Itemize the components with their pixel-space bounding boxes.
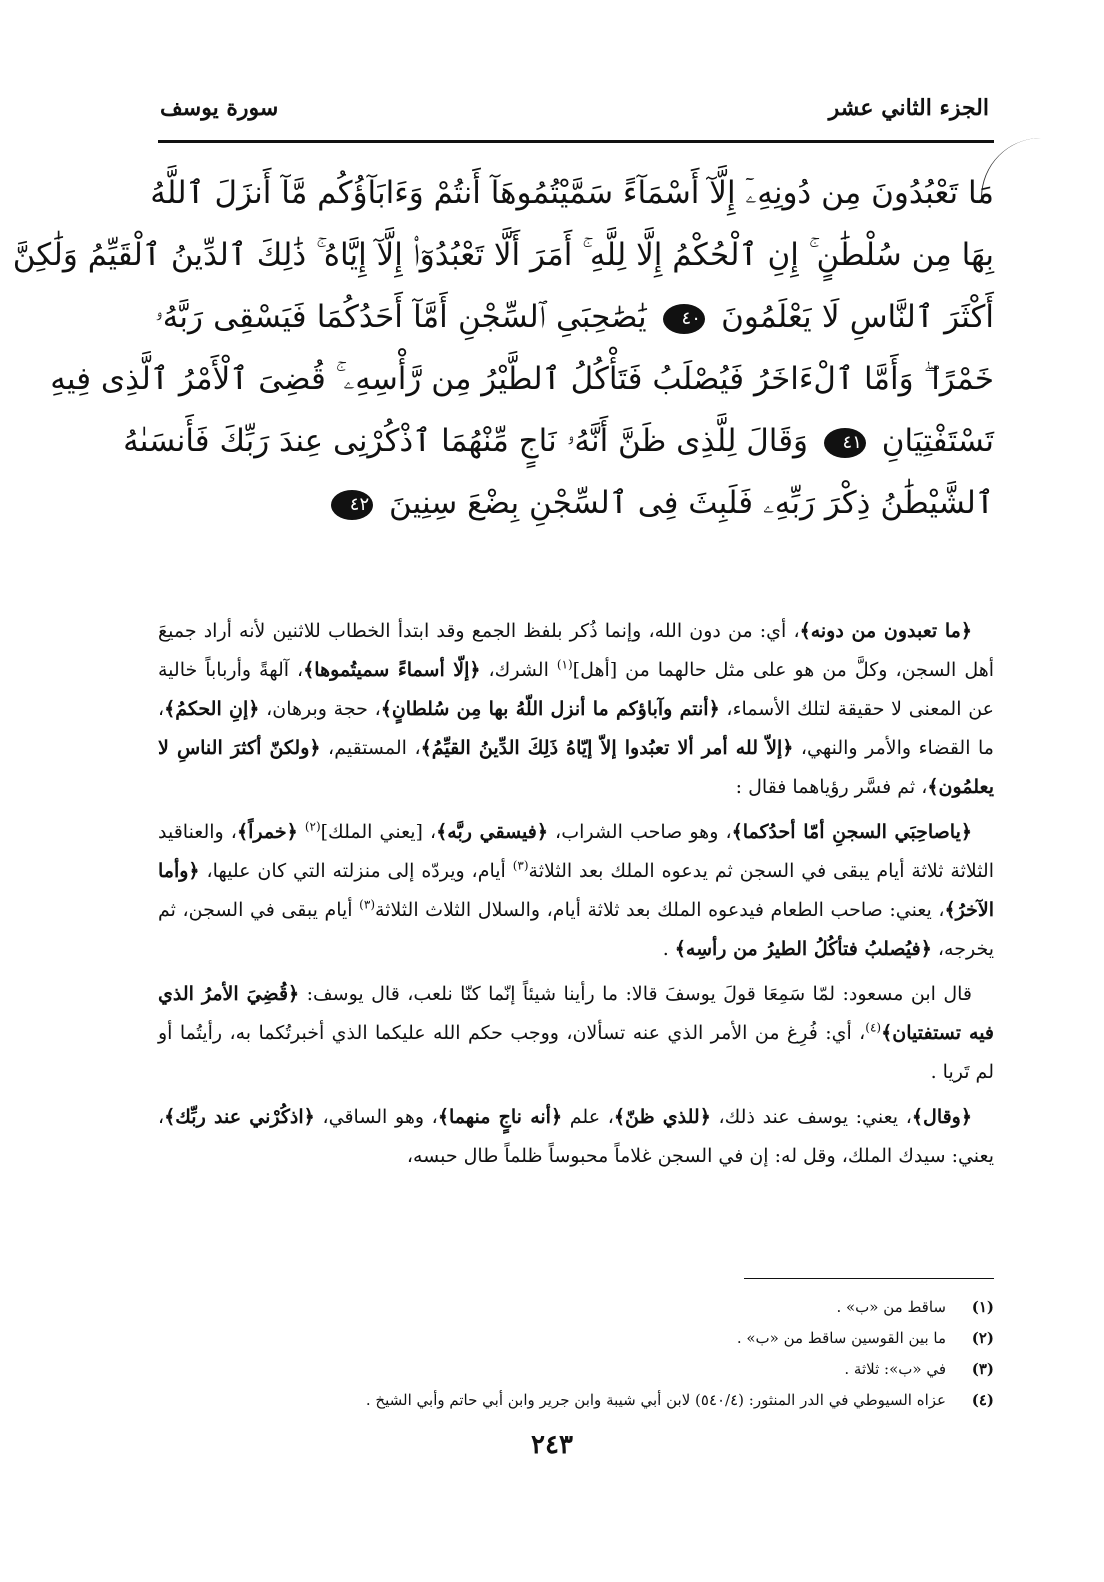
quoted-verse: ﴿خمراً﴾ [236,821,298,843]
commentary-text: ، آلهةً وأرباباً خالية عن المعنى لا حقيقة لتلك الأسماء، [158,659,994,720]
footnote-ref: (٣) [512,858,529,873]
quoted-verse: ﴿إلّا أسماءً سميتُموها﴾ [303,659,481,681]
footnote-item [158,1385,994,1416]
commentary-text: ، المستقيم، [320,737,421,759]
quoted-verse: ﴿فيسقي ربَّه﴾ [436,821,548,843]
commentary-text: أيام، ويردّه إلى منزلته التي كان عليها، [199,860,513,882]
quran-text-block [12,162,994,534]
quran-segment: تَسْتَفْتِيَانِ [881,423,994,459]
quoted-verse: ﴿اذكُرْني عند ربِّك﴾ [164,1106,315,1128]
commentary-text: ، ثم فسَّر رؤياهما فقال : [735,776,928,798]
footnote-ref: (٢) [304,819,321,834]
quoted-verse: ﴿وقال﴾ [911,1106,972,1128]
commentary-text [298,821,305,843]
quran-line: خَمْرًا ۖ وَأَمَّا ٱلْءَاخَرُ فَيُصْلَبُ فَتَأْكُلُ ٱلطَّيْرُ مِن رَّأْسِهِۦ ۚ قُضِىَ ٱلْأَمْرُ ٱلَّذِى فِيهِ [50,361,994,397]
commentary-text: ، وهو الساقي، [314,1106,438,1128]
quoted-verse: ﴿وأما الآخرُ﴾ [158,860,994,921]
surah-title: سورة يوسف [160,95,279,121]
commentary-paragraph [158,975,994,1092]
commentary-text: ، يعني: سيدك الملك، وقل له: إن في السجن غلاماً محبوساً ظلماً طال حبسه، [158,1106,994,1167]
quran-line [155,472,994,534]
footnote-text: في «ب»: ثلاثة . [844,1360,946,1378]
footnote-number: (٤) [971,1391,994,1409]
commentary-text: قال ابن مسعود: لمّا سَمِعَا قولَ يوسفَ قالا: ما رأينا شيئاً إنّما كنّا نلعب، قال يوسف: [299,983,972,1005]
footnote-number: (٣) [971,1360,994,1378]
verse-number-marker: ٤٢ [331,490,373,520]
commentary-text: ، أي: فُرِغ من الأمر الذي عنه تسألان، ووجب حكم الله عليكما الذي أخبرتُكما به، رأيتُما أو لم تَريا . [158,1022,994,1083]
commentary-text: أيام يبقى في السجن، ثم يخرجه، [158,899,994,960]
footnote-text: ما بين القوسين ساقط من «ب» . [736,1329,946,1347]
commentary-text: ، يعني: يوسف عند ذلك، [710,1106,912,1128]
quoted-verse: ﴿قُضِيَ الأمرُ الذي فيه تستفتيان﴾ [158,983,995,1044]
quoted-verse: ﴿للذي ظنّ﴾ [613,1106,711,1128]
quoted-verse: ﴿ما تعبدون من دونه﴾ [799,620,972,642]
commentary-paragraph [158,612,994,807]
quran-line [155,286,994,348]
footnote-ref: (١) [556,657,573,672]
commentary-text: ، أي: من دون الله، وإنما ذُكر بلفظ الجمع وقد ابتدأ الخطاب للاثنين لأنه أراد جميعَ أهل السجن، وكلَّ من هو على مثل حالهما من [أهل] [158,620,995,681]
quoted-verse: ﴿أنه ناجٍ منهما﴾ [437,1106,563,1128]
footnote-text: عزاه السيوطي في الدر المنثور: (٥٤٠/٤) لابن أبي شيبة وابن جرير وابن أبي حاتم وأبي الشيخ . [365,1391,946,1409]
commentary-paragraph [158,1098,994,1176]
commentary-text: ، والعناقيد الثلاثة ثلاثة أيام يبقى في السجن ثم يدعوه الملك بعد الثلاثة [158,821,995,882]
quoted-verse: ﴿إلاّ لله أمر ألا تعبُدوا إلاّ إيّاهُ ذَلِكَ الدِّينُ القيِّمُ﴾ [420,737,794,759]
commentary-text: ، وهو صاحب الشراب، [547,821,732,843]
commentary [158,612,994,1182]
quran-line: مَا تَعْبُدُونَ مِن دُونِهِۦٓ إِلَّآ أَسْمَآءً سَمَّيْتُمُوهَآ أَنتُمْ وَءَابَآؤُكُم مَّآ أَنزَلَ ٱللَّهُ [150,175,994,211]
commentary-text: ، يعني: صاحب الطعام فيدعوه الملك بعد ثلاثة أيام، والسلال الثلاث الثلاثة [375,899,945,921]
footnote-rule [744,1278,994,1279]
footnote-item [158,1292,994,1323]
quoted-verse: ﴿فيُصلبُ فتأكُلُ الطيرُ من رأسِه﴾ [674,938,932,960]
commentary-text: ، حجة وبرهان، [259,698,381,720]
footnote-number: (١) [971,1298,994,1316]
quran-line [123,410,994,472]
part-title: الجزء الثاني عشر [828,95,989,121]
verse-number-marker: ٤٠ [663,304,705,334]
commentary-paragraph [158,813,994,969]
footnote-ref: (٤) [865,1020,882,1035]
footnote-number: (٢) [971,1329,994,1347]
quoted-verse: ﴿ياصاحِبَي السجنِ أمّا أحدُكما﴾ [731,821,972,843]
quoted-verse: ﴿ولكنّ أكثرَ الناسِ لا يعلمُون﴾ [158,737,994,798]
commentary-text: ، ما القضاء والأمر والنهي، [158,698,994,759]
commentary-text: الشرك، [480,659,557,681]
running-header [160,88,989,128]
quran-segment: أَكْثَرَ ٱلنَّاسِ لَا يَعْلَمُونَ [721,299,994,335]
footnote-item [158,1323,994,1354]
page-number: ٢٤٣ [531,1430,573,1460]
quran-segment: يَٰصَٰحِبَىِ ٱلسِّجْنِ أَمَّآ أَحَدُكُمَا فَيَسْقِى رَبَّهُۥ [155,299,647,335]
footnotes [158,1292,994,1416]
footnote-ref: (٣) [359,897,375,912]
header-rule [158,140,994,143]
commentary-text: . [662,938,675,960]
quran-line: بِهَا مِن سُلْطَٰنٍ ۚ إِنِ ٱلْحُكْمُ إِلَّا لِلَّهِ ۚ أَمَرَ أَلَّا تَعْبُدُوٓا۟ إِلَّآ إِيَّاهُ ۚ ذَٰلِكَ ٱلدِّينُ ٱلْقَيِّمُ وَلَٰكِنَّ [12,237,994,273]
footnote-text: ساقط من «ب» . [836,1298,946,1316]
commentary-text: ، علم [562,1106,614,1128]
verse-number-marker: ٤١ [824,428,866,458]
quoted-verse: ﴿إنِ الحكمُ﴾ [164,698,260,720]
commentary-text: ، [يعني الملك] [320,821,437,843]
quran-segment: ٱلشَّيْطَٰنُ ذِكْرَ رَبِّهِۦ فَلَبِثَ فِى ٱلسِّجْنِ بِضْعَ سِنِينَ [389,485,994,521]
footnote-item [158,1354,994,1385]
quoted-verse: ﴿أنتم وآباؤكم ما أنزل اللّهُ بها مِن سُلطانٍ﴾ [380,698,720,720]
quran-segment: وَقَالَ لِلَّذِى ظَنَّ أَنَّهُۥ نَاجٍ مِّنْهُمَا ٱذْكُرْنِى عِندَ رَبِّكَ فَأَنسَىٰهُ [123,423,809,459]
